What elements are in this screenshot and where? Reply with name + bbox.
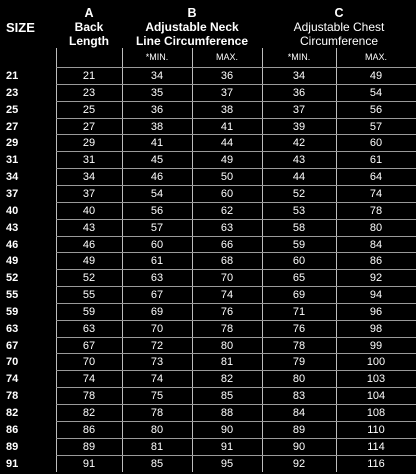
chest-max-cell: 116 xyxy=(367,457,385,470)
neck-min-cell: 75 xyxy=(150,390,164,403)
back-length-cell: 86 xyxy=(82,423,96,436)
back-length-cell: 29 xyxy=(82,137,96,150)
back-length-cell: 37 xyxy=(82,187,96,200)
chest-max-cell: 49 xyxy=(369,70,383,82)
chest-max-cell: 78 xyxy=(369,204,383,217)
neck-min-cell: 78 xyxy=(150,407,164,419)
neck-max-cell: 60 xyxy=(220,187,234,200)
chest-min-cell: 37 xyxy=(292,103,306,116)
chest-min-cell: 42 xyxy=(292,137,306,150)
back-length-cell: 55 xyxy=(82,289,96,302)
col-b-line2: Line Circumference xyxy=(135,34,249,48)
neck-min-subheader: *MIN. xyxy=(145,52,169,62)
neck-max-cell: 76 xyxy=(220,305,234,318)
chest-min-cell: 52 xyxy=(292,187,306,200)
chest-min-cell: 60 xyxy=(292,255,306,268)
chest-min-cell: 80 xyxy=(292,373,306,386)
size-cell: 46 xyxy=(6,238,19,251)
size-cell: 49 xyxy=(6,255,19,268)
neck-min-cell: 35 xyxy=(150,86,164,99)
size-cell: 25 xyxy=(6,103,19,116)
back-length-header xyxy=(56,6,122,48)
chest-min-cell: 43 xyxy=(292,154,306,167)
col-c-letter: C xyxy=(334,6,344,20)
col-a-line1: Back xyxy=(74,20,104,34)
size-cell: 23 xyxy=(6,86,19,99)
neck-min-cell: 61 xyxy=(150,255,164,268)
chest-min-cell: 71 xyxy=(292,305,306,318)
neck-max-cell: 63 xyxy=(220,221,234,234)
back-length-cell: 23 xyxy=(82,86,96,99)
size-cell: 74 xyxy=(6,373,19,386)
size-cell: 55 xyxy=(6,289,19,302)
chest-min-cell: 69 xyxy=(292,289,306,302)
size-cell: 40 xyxy=(6,204,19,217)
size-cell: 21 xyxy=(6,70,19,82)
neck-min-cell: 80 xyxy=(150,423,164,436)
back-length-cell: 43 xyxy=(82,221,96,234)
col-a-letter: A xyxy=(84,6,94,20)
size-cell: 91 xyxy=(6,457,19,470)
size-cell: 86 xyxy=(6,423,19,436)
back-length-cell: 52 xyxy=(82,272,96,285)
neck-max-cell: 37 xyxy=(220,86,234,99)
neck-max-cell: 81 xyxy=(220,356,234,369)
neck-min-cell: 81 xyxy=(150,440,164,453)
back-length-cell: 74 xyxy=(82,373,96,386)
chest-max-cell: 108 xyxy=(366,407,386,419)
size-cell: 43 xyxy=(6,221,19,234)
chest-min-cell: 92 xyxy=(292,457,306,470)
chest-max-cell: 60 xyxy=(369,137,383,150)
neck-min-cell: 45 xyxy=(150,154,164,167)
size-column-header: SIZE xyxy=(6,20,35,35)
back-length-cell: 91 xyxy=(82,457,96,470)
chest-min-cell: 83 xyxy=(292,390,306,403)
neck-max-cell: 90 xyxy=(220,423,234,436)
neck-max-cell: 91 xyxy=(220,440,234,453)
size-cell: 31 xyxy=(6,154,19,167)
chest-min-cell: 53 xyxy=(292,204,306,217)
chest-min-subheader: *MIN. xyxy=(287,52,311,62)
back-length-cell: 25 xyxy=(82,103,96,116)
back-length-cell: 78 xyxy=(82,390,96,403)
chest-max-cell: 86 xyxy=(369,255,383,268)
size-cell: 29 xyxy=(6,137,19,150)
chest-max-subheader: MAX. xyxy=(364,52,387,62)
back-length-cell: 34 xyxy=(82,171,96,184)
size-cell: 52 xyxy=(6,272,19,285)
col-b-line1: Adjustable Neck xyxy=(145,20,239,34)
neck-max-cell: 44 xyxy=(220,137,234,150)
chest-min-cell: 44 xyxy=(292,171,306,184)
neck-max-cell: 66 xyxy=(220,238,234,251)
neck-max-cell: 85 xyxy=(220,390,234,403)
chest-max-cell: 56 xyxy=(369,103,383,116)
chest-min-cell: 58 xyxy=(292,221,306,234)
chest-max-cell: 54 xyxy=(369,86,383,99)
neck-min-cell: 74 xyxy=(150,373,164,386)
chest-min-cell: 34 xyxy=(292,70,306,82)
size-cell: 89 xyxy=(6,440,19,453)
neck-min-cell: 69 xyxy=(150,305,164,318)
chest-max-cell: 64 xyxy=(369,171,383,184)
neck-max-cell: 49 xyxy=(220,154,234,167)
chest-min-cell: 79 xyxy=(292,356,306,369)
chest-min-cell: 65 xyxy=(292,272,306,285)
neck-min-cell: 46 xyxy=(150,171,164,184)
chest-min-cell: 84 xyxy=(292,407,306,419)
chest-max-cell: 99 xyxy=(369,339,383,352)
chest-max-cell: 114 xyxy=(367,440,385,453)
neck-max-cell: 80 xyxy=(220,339,234,352)
size-cell: 78 xyxy=(6,390,19,403)
back-length-cell: 82 xyxy=(82,407,96,419)
neck-max-cell: 68 xyxy=(220,255,234,268)
size-cell: 82 xyxy=(6,407,19,419)
neck-max-cell: 70 xyxy=(220,272,234,285)
neck-min-cell: 56 xyxy=(150,204,164,217)
chest-max-cell: 110 xyxy=(367,423,385,436)
neck-max-cell: 74 xyxy=(220,289,234,302)
neck-min-cell: 60 xyxy=(150,238,164,251)
neck-min-cell: 85 xyxy=(150,457,164,470)
chest-min-cell: 39 xyxy=(292,120,306,133)
chest-max-cell: 103 xyxy=(366,373,386,386)
neck-min-cell: 72 xyxy=(150,339,164,352)
back-length-cell: 59 xyxy=(82,305,96,318)
size-cell: 59 xyxy=(6,305,19,318)
size-cell: 27 xyxy=(6,120,19,133)
size-cell: 67 xyxy=(6,339,19,352)
neck-max-cell: 38 xyxy=(220,103,234,116)
back-length-cell: 63 xyxy=(82,322,96,335)
size-cell: 63 xyxy=(6,322,19,335)
chest-max-cell: 96 xyxy=(369,305,383,318)
neck-min-cell: 70 xyxy=(150,322,164,335)
chest-max-cell: 104 xyxy=(366,390,386,403)
neck-max-cell: 95 xyxy=(220,457,234,470)
chest-max-cell: 74 xyxy=(369,187,383,200)
neck-max-cell: 78 xyxy=(220,322,234,335)
chest-min-cell: 36 xyxy=(292,86,306,99)
neck-min-cell: 54 xyxy=(150,187,164,200)
chest-max-cell: 61 xyxy=(369,154,383,167)
col-c-line2: Circumference xyxy=(299,34,379,48)
neck-max-cell: 36 xyxy=(220,70,234,82)
neck-min-cell: 67 xyxy=(150,289,164,302)
size-cell: 34 xyxy=(6,171,19,184)
neck-max-cell: 82 xyxy=(220,373,234,386)
neck-min-cell: 38 xyxy=(150,120,164,133)
neck-max-cell: 62 xyxy=(220,204,234,217)
size-cell: 70 xyxy=(6,356,19,369)
neck-min-cell: 41 xyxy=(150,137,164,150)
neck-min-cell: 34 xyxy=(150,70,164,82)
back-length-cell: 40 xyxy=(82,204,96,217)
neck-min-cell: 36 xyxy=(150,103,164,116)
back-length-cell: 27 xyxy=(82,120,96,133)
neck-max-cell: 88 xyxy=(220,407,234,419)
chest-max-cell: 92 xyxy=(369,272,383,285)
back-length-cell: 67 xyxy=(82,339,96,352)
chest-max-cell: 98 xyxy=(369,322,383,335)
back-length-cell: 21 xyxy=(82,70,96,82)
chest-min-cell: 78 xyxy=(292,339,306,352)
col-a-line2: Length xyxy=(69,34,109,48)
chest-min-cell: 76 xyxy=(292,322,306,335)
chest-max-cell: 94 xyxy=(369,289,383,302)
chest-max-cell: 80 xyxy=(369,221,383,234)
size-cell: 37 xyxy=(6,187,19,200)
neck-min-cell: 57 xyxy=(150,221,164,234)
chest-max-cell: 57 xyxy=(369,120,383,133)
back-length-cell: 31 xyxy=(82,154,96,167)
neck-min-cell: 73 xyxy=(150,356,164,369)
neck-max-cell: 50 xyxy=(220,171,234,184)
neck-min-cell: 63 xyxy=(150,272,164,285)
chest-max-cell: 84 xyxy=(369,238,383,251)
back-length-cell: 89 xyxy=(82,440,96,453)
chest-min-cell: 90 xyxy=(292,440,306,453)
neck-circumference-header xyxy=(122,6,262,48)
chest-max-cell: 100 xyxy=(366,356,386,369)
chest-min-cell: 59 xyxy=(292,238,306,251)
table-row xyxy=(0,455,416,474)
back-length-cell: 49 xyxy=(82,255,96,268)
back-length-cell: 70 xyxy=(82,356,96,369)
neck-max-cell: 41 xyxy=(220,120,234,133)
col-b-letter: B xyxy=(187,6,197,20)
col-c-line1: Adjustable Chest xyxy=(293,20,385,34)
back-length-cell: 46 xyxy=(82,238,96,251)
chest-min-cell: 89 xyxy=(292,423,306,436)
neck-max-subheader: MAX. xyxy=(215,52,238,62)
chest-circumference-header xyxy=(262,6,416,48)
